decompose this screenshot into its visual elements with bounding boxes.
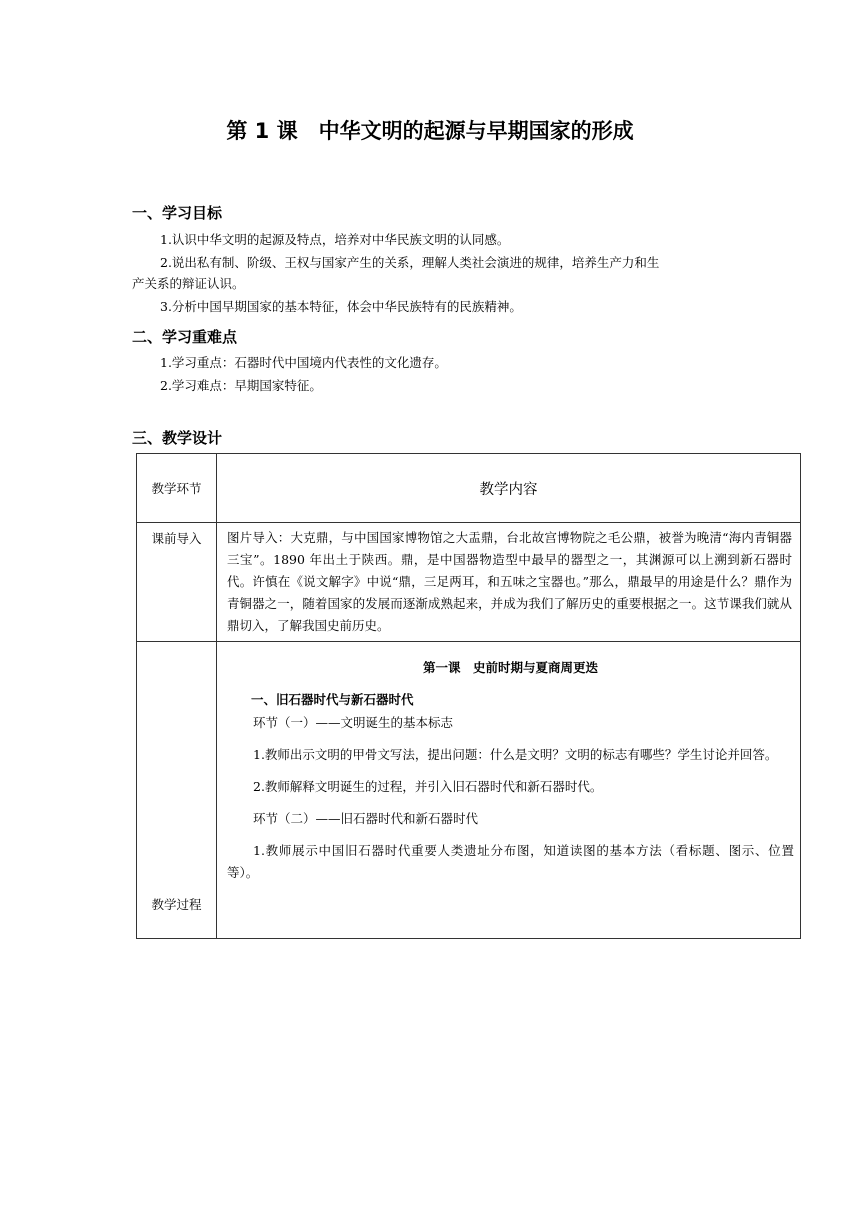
- section-heading-goals: 一、学习目标: [132, 204, 223, 222]
- teaching-design-table: [136, 453, 801, 939]
- header-stage-label: 教学环节: [151, 481, 202, 496]
- process-paragraph: 1.教师出示文明的甲骨文写法，提出问题：什么是文明？文明的标志有哪些？学生讨论并回答。: [253, 747, 778, 762]
- header-content-label: 教学内容: [479, 481, 538, 498]
- key-point-item-2: 2.学习难点：早期国家特征。: [160, 378, 322, 393]
- header-cell-content: [217, 454, 801, 523]
- table-row-process: [137, 642, 801, 939]
- intro-content: 图片导入：大克鼎，与中国国家博物馆之大盂鼎，台北故宫博物院之毛公鼎，被誉为晚清“海内青铜器三宝”。1890 年出土于陕西。鼎，是中国器物造型中最早的器型之一，其渊源可以上溯到新石器时代。许慎在《说文解字》中说“鼎，三足两耳，和五味之宝器也。”那么，鼎最早的用途是什么？鼎作为青铜器之一，随着国家的发展而逐渐成熟起来，并成为我们了解历史的重要根据之一。这节课我们就从鼎切入，了解我国史前历史。: [217, 523, 801, 642]
- key-point-item-1: 1.学习重点：石器时代中国境内代表性的文化遗存。: [160, 355, 447, 370]
- process-sub-heading: 一、旧石器时代与新石器时代: [251, 692, 414, 707]
- process-paragraph: 2.教师解释文明诞生的过程，并引入旧石器时代和新石器时代。: [253, 779, 603, 794]
- process-paragraph: 1.教师展示中国旧石器时代重要人类遗址分布图，知道读图的基本方法（看标题、图示、位置等）。: [227, 843, 794, 880]
- goal-item-3: 3.分析中国早期国家的基本特征，体会中华民族特有的民族精神。: [160, 299, 522, 314]
- goal-item-2: 2.说出私有制、阶级、王权与国家产生的关系，理解人类社会演进的规律，培养生产力和生: [160, 255, 660, 270]
- process-content: [217, 642, 801, 939]
- document-title: 第 1 课 中华文明的起源与早期国家的形成: [226, 119, 634, 143]
- goal-item-2-continued: 产关系的辩证认识。: [132, 276, 245, 291]
- lesson-title: 第一课 史前时期与夏商周更迭: [422, 660, 598, 675]
- section-heading-key-points: 二、学习重难点: [132, 328, 238, 346]
- process-paragraph: 环节（二）——旧石器时代和新石器时代: [253, 811, 479, 826]
- process-stage-label: 教学过程: [137, 642, 217, 939]
- table-header-row: [137, 454, 801, 523]
- header-cell-stage: [137, 454, 217, 523]
- table-row-intro: [137, 523, 801, 642]
- intro-stage-label: 课前导入: [137, 523, 217, 642]
- goal-item-1: 1.认识中华文明的起源及特点，培养对中华民族文明的认同感。: [160, 232, 510, 247]
- process-paragraph: 环节（一）——文明诞生的基本标志: [253, 715, 454, 730]
- section-heading-design: 三、教学设计: [132, 429, 223, 447]
